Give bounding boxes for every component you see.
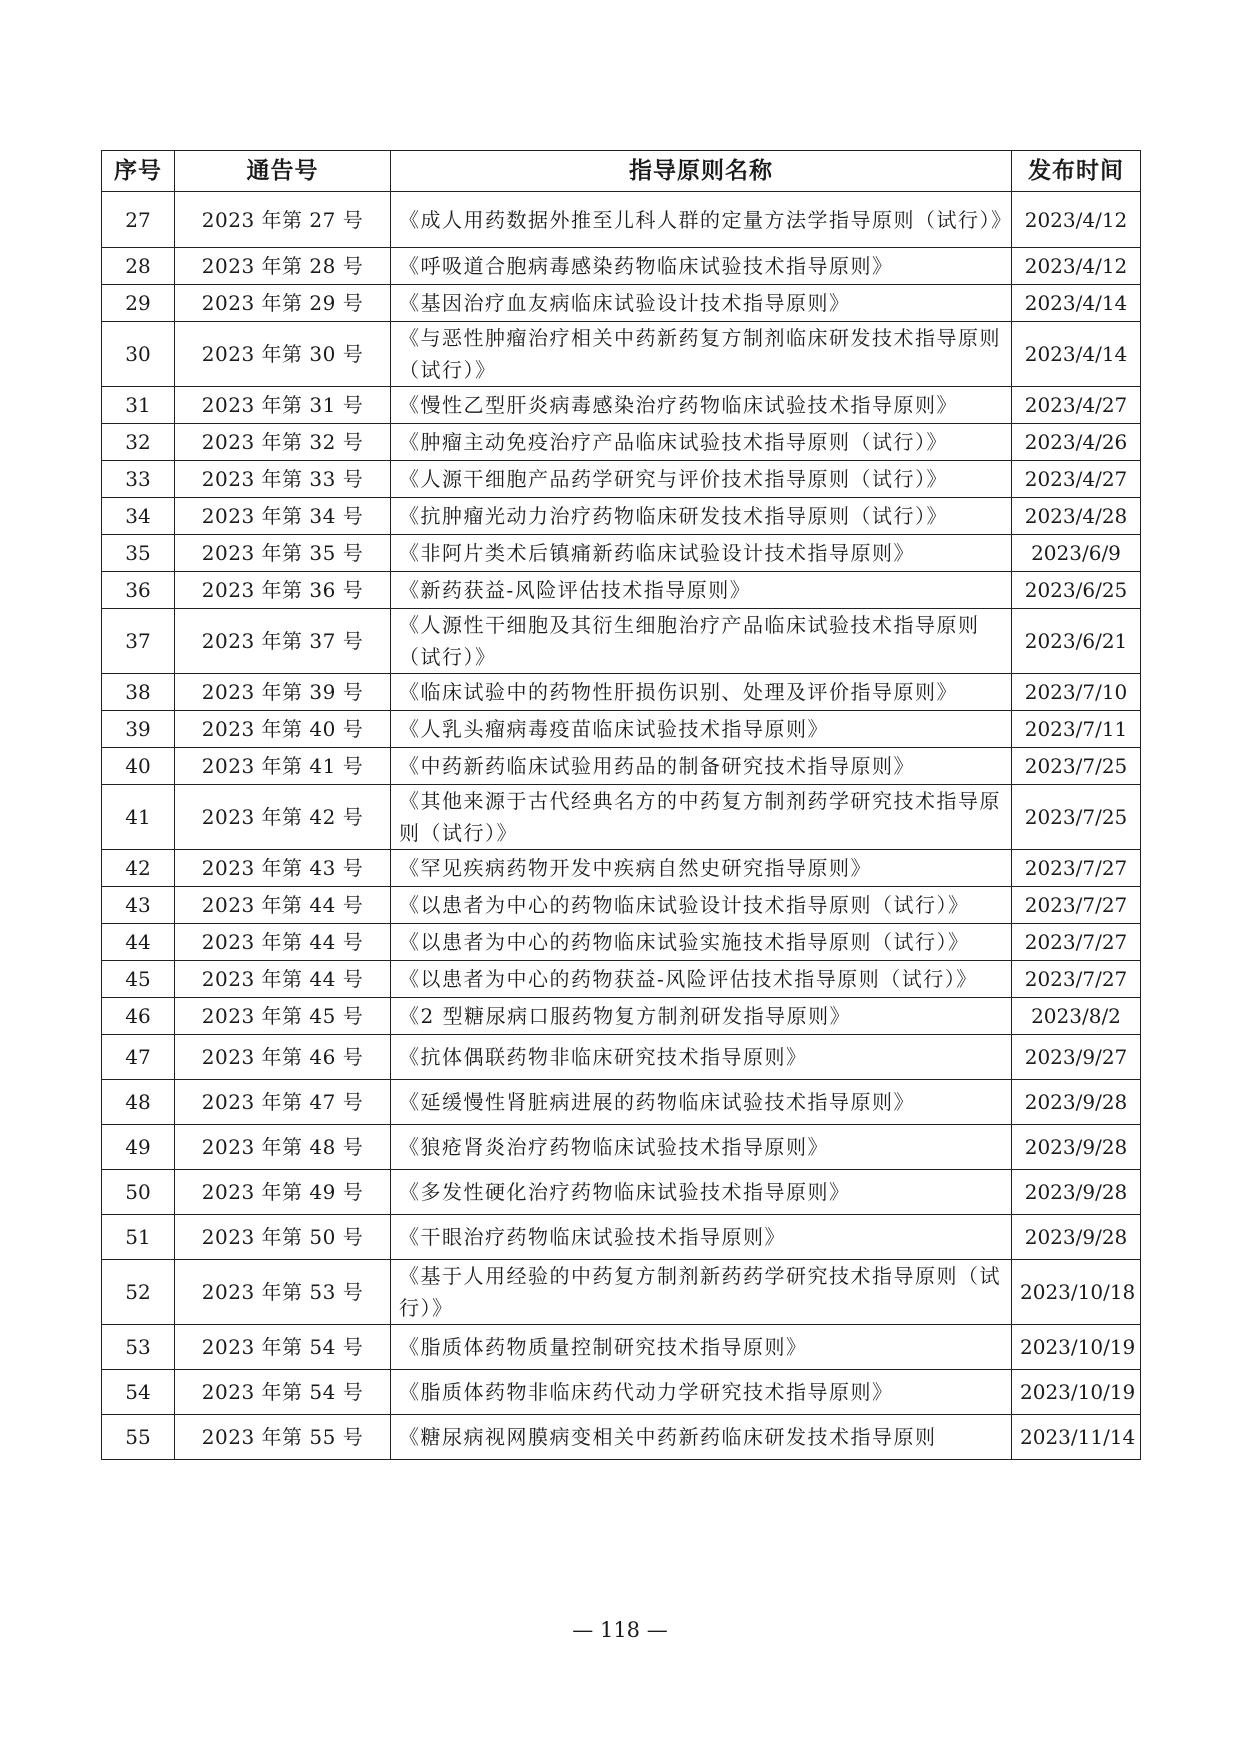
serial-no-cell: 27 — [102, 192, 175, 248]
table-row — [102, 285, 1141, 322]
notice-no-cell: 2023 年第 47 号 — [175, 1080, 391, 1125]
publish-date-cell: 2023/6/21 — [1012, 609, 1141, 674]
publish-date-cell: 2023/7/27 — [1012, 961, 1141, 998]
notice-no-cell: 2023 年第 32 号 — [175, 424, 391, 461]
header-serial-no: 序号 — [102, 151, 175, 192]
guideline-table — [101, 150, 1141, 1460]
notice-no-cell: 2023 年第 44 号 — [175, 887, 391, 924]
notice-no-cell: 2023 年第 49 号 — [175, 1170, 391, 1215]
guideline-name-cell: 《人乳头瘤病毒疫苗临床试验技术指导原则》 — [391, 711, 1012, 748]
page-number: — 118 — — [572, 1618, 668, 1642]
notice-no-cell: 2023 年第 34 号 — [175, 498, 391, 535]
notice-no-cell: 2023 年第 41 号 — [175, 748, 391, 785]
notice-no-cell: 2023 年第 28 号 — [175, 248, 391, 285]
serial-no-cell: 48 — [102, 1080, 175, 1125]
serial-no-cell: 39 — [102, 711, 175, 748]
table-row — [102, 535, 1141, 572]
serial-no-cell: 30 — [102, 322, 175, 387]
notice-no-cell: 2023 年第 55 号 — [175, 1415, 391, 1460]
publish-date-cell: 2023/7/25 — [1012, 748, 1141, 785]
table-row — [102, 609, 1141, 674]
guideline-name-cell: 《新药获益-风险评估技术指导原则》 — [391, 572, 1012, 609]
table-row — [102, 924, 1141, 961]
table-row — [102, 1215, 1141, 1260]
notice-no-cell: 2023 年第 30 号 — [175, 322, 391, 387]
table-body — [102, 192, 1141, 1460]
table-row — [102, 498, 1141, 535]
serial-no-cell: 46 — [102, 998, 175, 1035]
table-row — [102, 572, 1141, 609]
publish-date-cell: 2023/10/19 — [1012, 1370, 1141, 1415]
guideline-name-cell: 《脂质体药物质量控制研究技术指导原则》 — [391, 1325, 1012, 1370]
notice-no-cell: 2023 年第 37 号 — [175, 609, 391, 674]
guideline-name-cell: 《人源性干细胞及其衍生细胞治疗产品临床试验技术指导原则（试行）》 — [391, 609, 1012, 674]
serial-no-cell: 37 — [102, 609, 175, 674]
guideline-name-cell: 《以患者为中心的药物临床试验设计技术指导原则（试行）》 — [391, 887, 1012, 924]
guideline-name-cell: 《糖尿病视网膜病变相关中药新药临床研发技术指导原则 — [391, 1415, 1012, 1460]
publish-date-cell: 2023/4/28 — [1012, 498, 1141, 535]
serial-no-cell: 31 — [102, 387, 175, 424]
guideline-name-cell: 《抗肿瘤光动力治疗药物临床研发技术指导原则（试行）》 — [391, 498, 1012, 535]
guideline-name-cell: 《抗体偶联药物非临床研究技术指导原则》 — [391, 1035, 1012, 1080]
publish-date-cell: 2023/9/28 — [1012, 1080, 1141, 1125]
serial-no-cell: 29 — [102, 285, 175, 322]
table-row — [102, 785, 1141, 850]
publish-date-cell: 2023/4/12 — [1012, 192, 1141, 248]
publish-date-cell: 2023/10/19 — [1012, 1325, 1141, 1370]
guideline-name-cell: 《多发性硬化治疗药物临床试验技术指导原则》 — [391, 1170, 1012, 1215]
guideline-name-cell: 《延缓慢性肾脏病进展的药物临床试验技术指导原则》 — [391, 1080, 1012, 1125]
serial-no-cell: 45 — [102, 961, 175, 998]
serial-no-cell: 50 — [102, 1170, 175, 1215]
guideline-name-cell: 《中药新药临床试验用药品的制备研究技术指导原则》 — [391, 748, 1012, 785]
notice-no-cell: 2023 年第 44 号 — [175, 961, 391, 998]
serial-no-cell: 44 — [102, 924, 175, 961]
table-row — [102, 461, 1141, 498]
serial-no-cell: 52 — [102, 1260, 175, 1325]
notice-no-cell: 2023 年第 46 号 — [175, 1035, 391, 1080]
header-guideline-name: 指导原则名称 — [391, 151, 1012, 192]
guideline-name-cell: 《干眼治疗药物临床试验技术指导原则》 — [391, 1215, 1012, 1260]
notice-no-cell: 2023 年第 31 号 — [175, 387, 391, 424]
publish-date-cell: 2023/8/2 — [1012, 998, 1141, 1035]
publish-date-cell: 2023/7/27 — [1012, 850, 1141, 887]
publish-date-cell: 2023/9/28 — [1012, 1215, 1141, 1260]
table-row — [102, 322, 1141, 387]
guideline-name-cell: 《临床试验中的药物性肝损伤识别、处理及评价指导原则》 — [391, 674, 1012, 711]
serial-no-cell: 51 — [102, 1215, 175, 1260]
publish-date-cell: 2023/4/27 — [1012, 461, 1141, 498]
guideline-name-cell: 《罕见疾病药物开发中疾病自然史研究指导原则》 — [391, 850, 1012, 887]
serial-no-cell: 53 — [102, 1325, 175, 1370]
guideline-name-cell: 《人源干细胞产品药学研究与评价技术指导原则（试行）》 — [391, 461, 1012, 498]
table-row — [102, 387, 1141, 424]
table-row — [102, 1080, 1141, 1125]
guideline-name-cell: 《成人用药数据外推至儿科人群的定量方法学指导原则（试行）》 — [391, 192, 1012, 248]
publish-date-cell: 2023/4/26 — [1012, 424, 1141, 461]
table-row — [102, 850, 1141, 887]
table-row — [102, 192, 1141, 248]
table-row — [102, 1170, 1141, 1215]
notice-no-cell: 2023 年第 53 号 — [175, 1260, 391, 1325]
table-row — [102, 961, 1141, 998]
guideline-name-cell: 《狼疮肾炎治疗药物临床试验技术指导原则》 — [391, 1125, 1012, 1170]
serial-no-cell: 36 — [102, 572, 175, 609]
guideline-name-cell: 《以患者为中心的药物临床试验实施技术指导原则（试行）》 — [391, 924, 1012, 961]
serial-no-cell: 43 — [102, 887, 175, 924]
notice-no-cell: 2023 年第 54 号 — [175, 1370, 391, 1415]
table-row — [102, 1415, 1141, 1460]
notice-no-cell: 2023 年第 48 号 — [175, 1125, 391, 1170]
serial-no-cell: 47 — [102, 1035, 175, 1080]
table-row — [102, 998, 1141, 1035]
serial-no-cell: 38 — [102, 674, 175, 711]
guideline-name-cell: 《基因治疗血友病临床试验设计技术指导原则》 — [391, 285, 1012, 322]
guideline-name-cell: 《2 型糖尿病口服药物复方制剂研发指导原则》 — [391, 998, 1012, 1035]
notice-no-cell: 2023 年第 33 号 — [175, 461, 391, 498]
table-row — [102, 674, 1141, 711]
publish-date-cell: 2023/6/9 — [1012, 535, 1141, 572]
notice-no-cell: 2023 年第 44 号 — [175, 924, 391, 961]
publish-date-cell: 2023/4/14 — [1012, 322, 1141, 387]
publish-date-cell: 2023/4/12 — [1012, 248, 1141, 285]
guideline-name-cell: 《与恶性肿瘤治疗相关中药新药复方制剂临床研发技术指导原则（试行）》 — [391, 322, 1012, 387]
publish-date-cell: 2023/4/27 — [1012, 387, 1141, 424]
table-row — [102, 748, 1141, 785]
guideline-name-cell: 《其他来源于古代经典名方的中药复方制剂药学研究技术指导原则（试行）》 — [391, 785, 1012, 850]
publish-date-cell: 2023/10/18 — [1012, 1260, 1141, 1325]
serial-no-cell: 35 — [102, 535, 175, 572]
publish-date-cell: 2023/7/27 — [1012, 924, 1141, 961]
table-row — [102, 424, 1141, 461]
publish-date-cell: 2023/11/14 — [1012, 1415, 1141, 1460]
table-row — [102, 711, 1141, 748]
serial-no-cell: 33 — [102, 461, 175, 498]
publish-date-cell: 2023/9/28 — [1012, 1125, 1141, 1170]
serial-no-cell: 54 — [102, 1370, 175, 1415]
table-header-row — [102, 151, 1141, 192]
publish-date-cell: 2023/9/27 — [1012, 1035, 1141, 1080]
serial-no-cell: 42 — [102, 850, 175, 887]
publish-date-cell: 2023/4/14 — [1012, 285, 1141, 322]
table-row — [102, 1125, 1141, 1170]
header-publish-date: 发布时间 — [1012, 151, 1141, 192]
guideline-name-cell: 《呼吸道合胞病毒感染药物临床试验技术指导原则》 — [391, 248, 1012, 285]
publish-date-cell: 2023/7/11 — [1012, 711, 1141, 748]
serial-no-cell: 49 — [102, 1125, 175, 1170]
notice-no-cell: 2023 年第 42 号 — [175, 785, 391, 850]
publish-date-cell: 2023/7/27 — [1012, 887, 1141, 924]
table-row — [102, 1260, 1141, 1325]
guideline-name-cell: 《以患者为中心的药物获益-风险评估技术指导原则（试行）》 — [391, 961, 1012, 998]
guideline-name-cell: 《慢性乙型肝炎病毒感染治疗药物临床试验技术指导原则》 — [391, 387, 1012, 424]
guideline-name-cell: 《基于人用经验的中药复方制剂新药药学研究技术指导原则（试行）》 — [391, 1260, 1012, 1325]
notice-no-cell: 2023 年第 43 号 — [175, 850, 391, 887]
table-row — [102, 887, 1141, 924]
notice-no-cell: 2023 年第 39 号 — [175, 674, 391, 711]
publish-date-cell: 2023/9/28 — [1012, 1170, 1141, 1215]
serial-no-cell: 28 — [102, 248, 175, 285]
notice-no-cell: 2023 年第 35 号 — [175, 535, 391, 572]
guideline-name-cell: 《肿瘤主动免疫治疗产品临床试验技术指导原则（试行）》 — [391, 424, 1012, 461]
serial-no-cell: 34 — [102, 498, 175, 535]
table-row — [102, 1325, 1141, 1370]
notice-no-cell: 2023 年第 40 号 — [175, 711, 391, 748]
notice-no-cell: 2023 年第 29 号 — [175, 285, 391, 322]
header-notice-no: 通告号 — [175, 151, 391, 192]
serial-no-cell: 32 — [102, 424, 175, 461]
serial-no-cell: 41 — [102, 785, 175, 850]
serial-no-cell: 55 — [102, 1415, 175, 1460]
publish-date-cell: 2023/7/25 — [1012, 785, 1141, 850]
notice-no-cell: 2023 年第 50 号 — [175, 1215, 391, 1260]
notice-no-cell: 2023 年第 27 号 — [175, 192, 391, 248]
guideline-name-cell: 《非阿片类术后镇痛新药临床试验设计技术指导原则》 — [391, 535, 1012, 572]
publish-date-cell: 2023/6/25 — [1012, 572, 1141, 609]
notice-no-cell: 2023 年第 54 号 — [175, 1325, 391, 1370]
serial-no-cell: 40 — [102, 748, 175, 785]
notice-no-cell: 2023 年第 36 号 — [175, 572, 391, 609]
notice-no-cell: 2023 年第 45 号 — [175, 998, 391, 1035]
table-row — [102, 1370, 1141, 1415]
table-row — [102, 1035, 1141, 1080]
publish-date-cell: 2023/7/10 — [1012, 674, 1141, 711]
guideline-name-cell: 《脂质体药物非临床药代动力学研究技术指导原则》 — [391, 1370, 1012, 1415]
table-row — [102, 248, 1141, 285]
